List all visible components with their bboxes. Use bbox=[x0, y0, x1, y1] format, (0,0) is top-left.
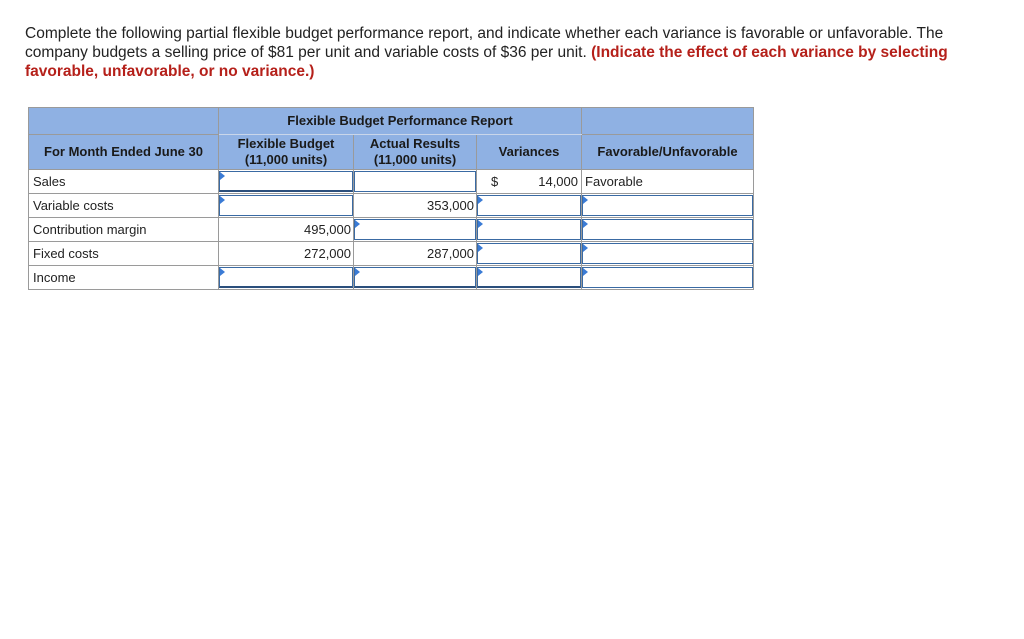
row-label: Fixed costs bbox=[29, 242, 219, 266]
period-header: For Month Ended June 30 bbox=[29, 135, 219, 170]
dropdown-marker-icon bbox=[583, 220, 588, 228]
actual-results-units: (11,000 units) bbox=[373, 152, 457, 167]
dropdown-marker-icon bbox=[583, 268, 588, 276]
fixed-actual-value: 287,000 bbox=[354, 242, 477, 266]
income-fav-select[interactable] bbox=[582, 266, 754, 290]
table-row bbox=[29, 266, 754, 290]
table-row bbox=[29, 194, 754, 218]
variable-variance-input[interactable] bbox=[477, 194, 582, 218]
input-marker-icon bbox=[220, 172, 225, 180]
dollar-sign: $ bbox=[491, 174, 499, 189]
input-marker-icon bbox=[355, 220, 360, 228]
sales-fav-select[interactable]: Favorable bbox=[582, 170, 754, 194]
instructions-hint: (Indicate the effect of each variance by selecting favorable, unfavorable, or no variance.) bbox=[25, 44, 948, 80]
instructions bbox=[25, 24, 1000, 81]
row-label: Contribution margin bbox=[29, 218, 219, 242]
fixed-variance-input[interactable] bbox=[477, 242, 582, 266]
contribution-fav-select[interactable] bbox=[582, 218, 754, 242]
flexible-budget-header-label: Flexible Budget bbox=[237, 136, 335, 151]
income-actual-input[interactable] bbox=[354, 266, 477, 290]
input-marker-icon bbox=[478, 244, 483, 252]
actual-results-header-label: Actual Results bbox=[369, 136, 461, 151]
input-marker-icon bbox=[478, 268, 483, 276]
table-row bbox=[29, 218, 754, 242]
variance-value: 14,000 bbox=[538, 174, 578, 189]
fixed-fav-select[interactable] bbox=[582, 242, 754, 266]
income-flexible-input[interactable] bbox=[219, 266, 354, 290]
cell-value: 353,000 bbox=[427, 198, 474, 213]
flexible-budget-header bbox=[219, 135, 354, 170]
input-marker-icon bbox=[355, 268, 360, 276]
variable-fav-select[interactable] bbox=[582, 194, 754, 218]
fav-unfav-header: Favorable/Unfavorable bbox=[582, 135, 754, 170]
row-label: Sales bbox=[29, 170, 219, 194]
input-marker-icon bbox=[220, 196, 225, 204]
actual-results-header bbox=[354, 135, 477, 170]
input-marker-icon bbox=[478, 220, 483, 228]
sales-variance bbox=[477, 170, 582, 194]
performance-report-table bbox=[28, 107, 754, 290]
dropdown-marker-icon bbox=[583, 244, 588, 252]
row-label: Variable costs bbox=[29, 194, 219, 218]
report-title: Flexible Budget Performance Report bbox=[219, 108, 582, 135]
row-label: Income bbox=[29, 266, 219, 290]
flexible-budget-units: (11,000 units) bbox=[244, 152, 328, 167]
fixed-flexible-value: 272,000 bbox=[219, 242, 354, 266]
variable-flexible-input[interactable] bbox=[219, 194, 354, 218]
input-marker-icon bbox=[478, 196, 483, 204]
contribution-variance-input[interactable] bbox=[477, 218, 582, 242]
table-row bbox=[29, 170, 754, 194]
table-row bbox=[29, 242, 754, 266]
variable-actual-value bbox=[354, 194, 477, 218]
input-marker-icon bbox=[220, 268, 225, 276]
variances-header: Variances bbox=[477, 135, 582, 170]
instructions-text: Complete the following partial flexible budget performance report, and indicate whether each variance is favorable or unfavorable. The company budgets a selling price of $81 per unit and variable costs of $36 per unit. bbox=[25, 25, 944, 61]
sales-flexible-input[interactable] bbox=[219, 170, 354, 194]
sales-actual-input[interactable] bbox=[354, 170, 477, 194]
contribution-actual-input[interactable] bbox=[354, 218, 477, 242]
dropdown-marker-icon bbox=[583, 196, 588, 204]
contribution-flexible-value: 495,000 bbox=[219, 218, 354, 242]
income-variance-input[interactable] bbox=[477, 266, 582, 290]
